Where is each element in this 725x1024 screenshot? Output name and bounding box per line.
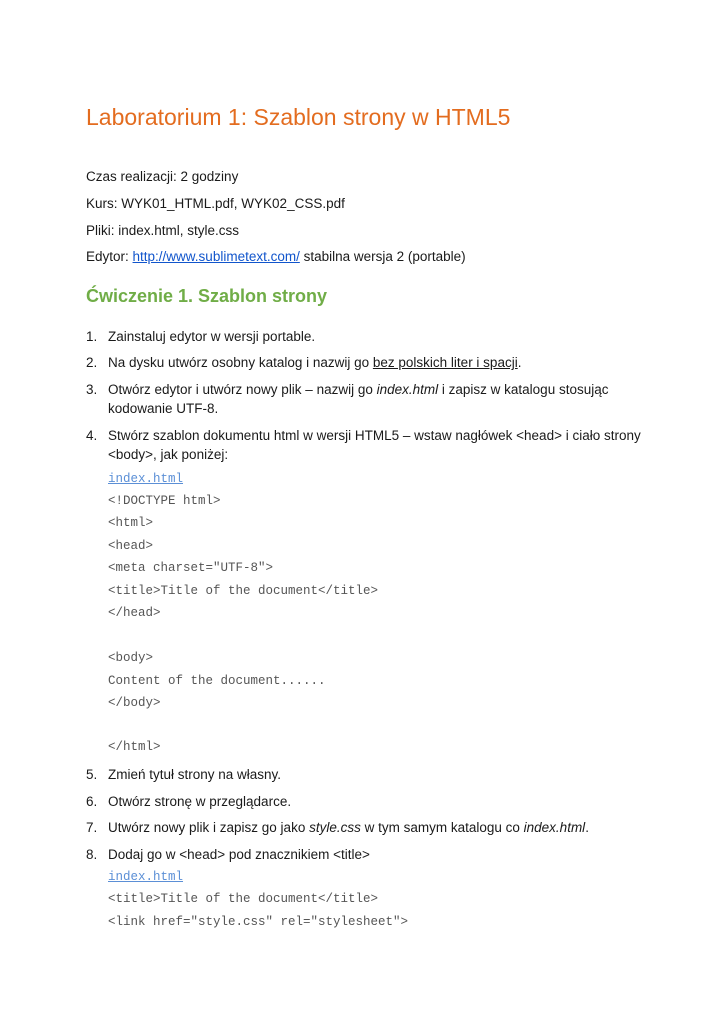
code-line: <head> <box>108 539 154 553</box>
code-line: </html> <box>108 740 161 754</box>
list-item <box>86 380 646 418</box>
code-line: <body> <box>108 651 154 665</box>
code-line: </head> <box>108 606 161 620</box>
code-line: Content of the document...... <box>108 674 326 688</box>
page-title: Laboratorium 1: Szablon strony w HTML5 <box>86 104 511 130</box>
code-line: <title>Title of the document</title> <box>108 584 379 598</box>
item-text: Stwórz szablon dokumentu html w wersji HTML5 – wstaw nagłówek <head> i ciało strony <body>, jak poniżej: <box>108 428 641 462</box>
item-text-part: Utwórz nowy plik i zapisz go jako <box>108 820 310 835</box>
code-line: <meta charset="UTF-8"> <box>108 561 274 575</box>
list-item <box>86 845 646 864</box>
item-number: 2. <box>86 355 98 370</box>
italic-filename: style.css <box>309 820 361 835</box>
item-text-part: w tym samym katalogu co <box>360 820 524 835</box>
list-item <box>86 353 646 372</box>
item-number: 1. <box>86 329 98 344</box>
list-item <box>86 818 646 837</box>
section-heading: Ćwiczenie 1. Szablon strony <box>86 286 328 306</box>
item-text-part: . <box>585 820 589 835</box>
code-filename: index.html <box>108 870 184 884</box>
editor-label: Edytor: <box>86 249 133 264</box>
item-text-part: . <box>517 355 522 370</box>
list-item <box>86 327 646 346</box>
item-number: 4. <box>86 428 98 443</box>
code-line: <!DOCTYPE html> <box>108 494 221 508</box>
item-text: Otwórz stronę w przeglądarce. <box>108 794 292 809</box>
item-text: Zainstaluj edytor w wersji portable. <box>108 329 316 344</box>
underlined-text: bez polskich liter i spacji <box>372 355 518 370</box>
item-number: 7. <box>86 820 98 835</box>
item-text: Dodaj go w <head> pod znacznikiem <title> <box>108 847 370 862</box>
list-item <box>86 792 646 811</box>
editor-link[interactable]: http://www.sublimetext.com/ <box>132 249 300 264</box>
item-number: 6. <box>86 794 98 809</box>
meta-course: Kurs: WYK01_HTML.pdf, WYK02_CSS.pdf <box>86 196 345 211</box>
code-line: </body> <box>108 696 161 710</box>
item-number: 8. <box>86 847 98 862</box>
code-line: <link href="style.css" rel="stylesheet"> <box>108 915 409 929</box>
editor-rest: stabilna wersja 2 (portable) <box>299 249 466 264</box>
italic-filename: index.html <box>523 820 586 835</box>
italic-filename: index.html <box>376 382 439 397</box>
item-text <box>108 380 646 418</box>
meta-time: Czas realizacji: 2 godziny <box>86 169 239 184</box>
meta-editor <box>86 248 466 266</box>
item-number: 5. <box>86 767 98 782</box>
meta-files: Pliki: index.html, style.css <box>86 223 240 238</box>
code-line: <html> <box>108 516 154 530</box>
item-number: 3. <box>86 382 98 397</box>
item-text-part: Otwórz edytor i utwórz nowy plik – nazwij go <box>108 382 377 397</box>
list-item <box>86 765 646 784</box>
code-filename: index.html <box>108 472 184 486</box>
item-text: Zmień tytuł strony na własny. <box>108 767 282 782</box>
item-text <box>108 353 646 372</box>
item-text-part: Na dysku utwórz osobny katalog i nazwij go <box>108 355 373 370</box>
item-text-part: i zapisz w katalogu stosując kodowanie UTF-8. <box>108 382 609 416</box>
list-item <box>86 426 646 464</box>
code-line: <title>Title of the document</title> <box>108 892 379 906</box>
item-text <box>108 818 646 837</box>
